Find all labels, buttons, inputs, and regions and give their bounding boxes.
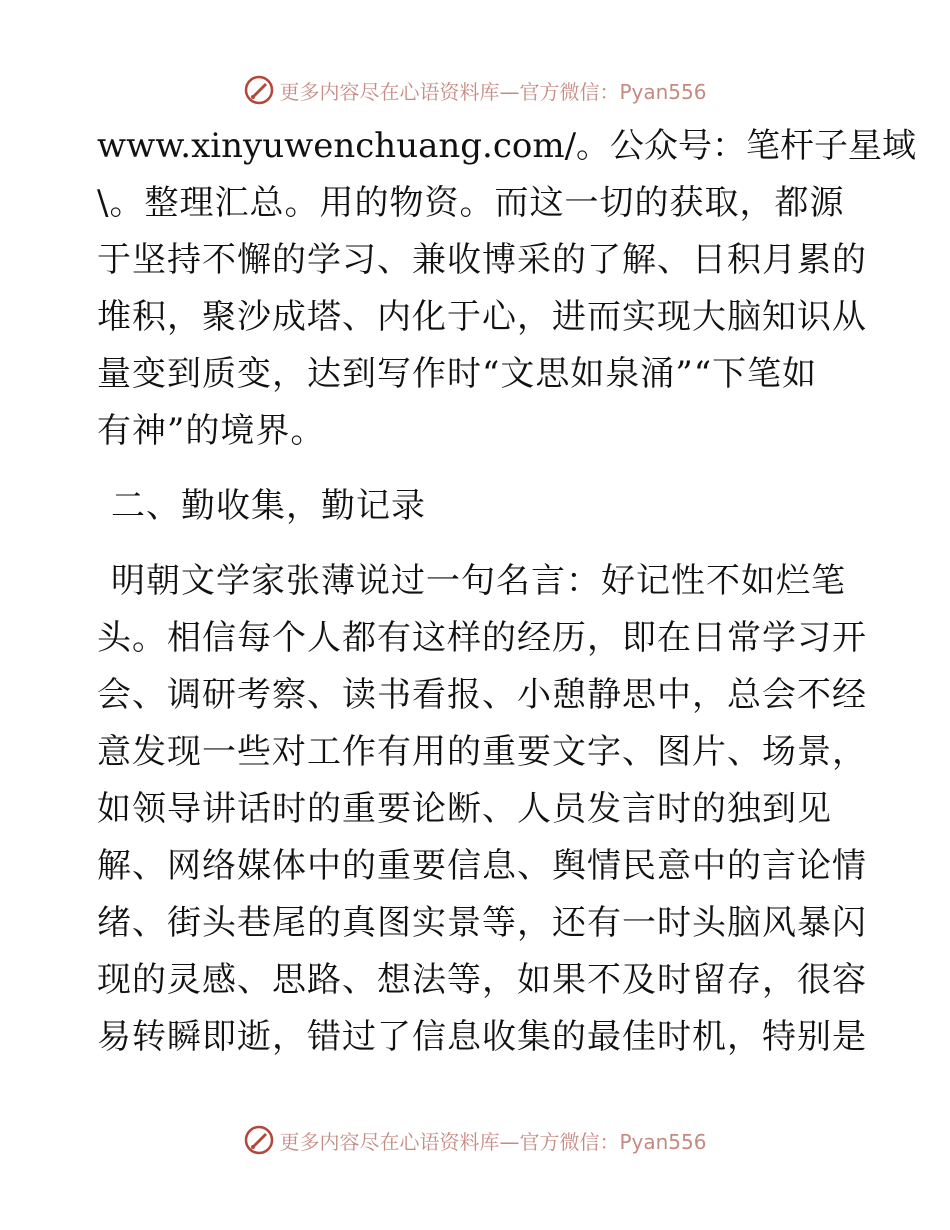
text-line: 头。相信每个人都有这样的经历，即在日常学习开 (97, 618, 867, 658)
text-line: 现的灵感、思路、想法等，如果不及时留存，很容 (97, 960, 867, 1000)
section-heading: 二、勤收集，勤记录 (111, 486, 426, 526)
brand-logo-icon (243, 74, 275, 106)
text-line: 绪、街头巷尾的真图实景等，还有一时头脑风暴闪 (97, 903, 867, 943)
text-line: \。整理汇总。用的物资。而这一切的获取，都源 (97, 183, 845, 223)
text-line: 于坚持不懈的学习、兼收博采的了解、日积月累的 (97, 240, 867, 280)
document-body (97, 118, 917, 1066)
text-line: 会、调研考察、读书看报、小憩静思中，总会不经 (97, 675, 867, 715)
text-line: 易转瞬即逝，错过了信息收集的最佳时机，特别是 (97, 1017, 867, 1057)
text-line: 堆积，聚沙成塔、内化于心，进而实现大脑知识从 (97, 297, 867, 337)
footer-banner-text: 更多内容尽在心语资料库—官方微信：Pyan556 (279, 1129, 707, 1154)
text-line: 量变到质变，达到写作时“文思如泉涌”“下笔如 (97, 354, 818, 394)
brand-logo-icon (243, 1124, 275, 1156)
footer-banner (0, 1120, 950, 1160)
text-line: www.xinyuwenchuang.com/。公众号：笔杆子星域 (97, 126, 917, 166)
text-line: 有神”的境界。 (97, 411, 326, 451)
header-banner (0, 70, 950, 110)
text-line: 解、网络媒体中的重要信息、舆情民意中的言论情 (97, 846, 867, 886)
text-line: 如领导讲话时的重要论断、人员发言时的独到见 (97, 789, 832, 829)
header-banner-text: 更多内容尽在心语资料库—官方微信：Pyan556 (279, 79, 707, 104)
text-line: 意发现一些对工作有用的重要文字、图片、场景， (97, 732, 867, 772)
text-line: 明朝文学家张薄说过一句名言：好记性不如烂笔 (111, 561, 846, 601)
